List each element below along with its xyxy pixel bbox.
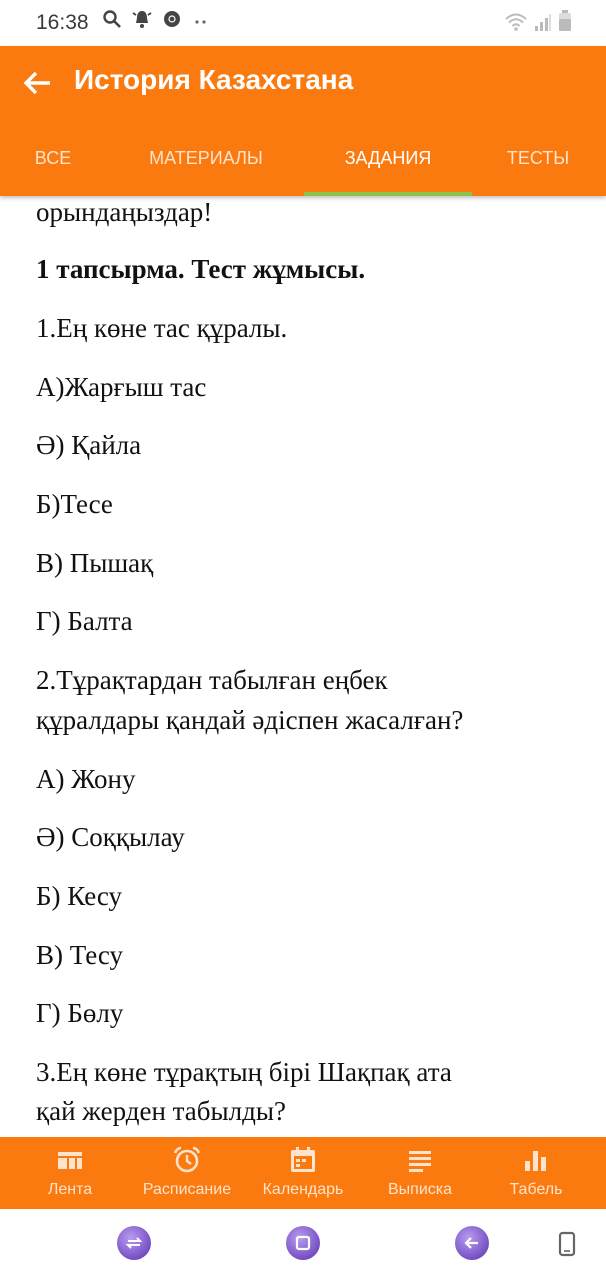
back-button[interactable] (455, 1226, 489, 1260)
home-icon (293, 1233, 313, 1253)
app-title: История Казахстана (74, 64, 354, 95)
signal-icon (534, 12, 552, 32)
more-dots-icon (191, 9, 211, 29)
nav-item-statement[interactable] (365, 1137, 475, 1209)
tab-materials[interactable]: МАТЕРИАЛЫ (149, 148, 263, 168)
answer-option: Ә) Соққылау (36, 822, 185, 852)
tab-bar (0, 134, 606, 196)
answer-option: В) Пышақ (36, 548, 154, 578)
status-time: 16:38 (36, 11, 89, 34)
question-text: құралдары қандай әдіспен жасалған? (36, 705, 464, 735)
tab-tests[interactable]: ТЕСТЫ (506, 148, 570, 168)
bar-chart-icon (521, 1145, 551, 1175)
calendar-icon (288, 1145, 318, 1175)
notification-icon (131, 9, 153, 29)
nav-label: Табель (509, 1181, 563, 1198)
status-bar (0, 0, 606, 46)
nav-item-report-card[interactable] (481, 1137, 591, 1209)
answer-option: А) Жону (36, 764, 136, 794)
app-bar (0, 46, 606, 196)
task-heading: 1 тапсырма. Тест жұмысы. (36, 254, 366, 284)
alarm-clock-icon (172, 1145, 202, 1175)
recent-apps-icon (124, 1233, 144, 1253)
question-text: 2.Тұрақтардан табылған еңбек (36, 665, 388, 695)
answer-option: В) Тесу (36, 940, 123, 970)
nav-label: Расписание (142, 1181, 232, 1198)
answer-option: Г) Балта (36, 606, 133, 636)
back-icon (462, 1233, 482, 1253)
tab-tasks[interactable]: ЗАДАНИЯ (344, 148, 432, 168)
nav-label: Выписка (387, 1181, 453, 1198)
system-nav-bar (0, 1209, 606, 1280)
home-button[interactable] (286, 1226, 320, 1260)
chrome-icon (162, 9, 182, 29)
back-arrow-icon[interactable] (20, 65, 56, 101)
text-line: орындаңыздар! (36, 197, 213, 227)
bottom-nav (0, 1137, 606, 1209)
answer-option: Ә) Қайла (36, 430, 142, 460)
feed-icon (55, 1145, 85, 1175)
nav-label: Лента (47, 1181, 93, 1198)
answer-option: Г) Бөлу (36, 998, 124, 1028)
answer-option: А)Жарғыш тас (36, 372, 207, 402)
question-text: 1.Ең көне тас құралы. (36, 313, 288, 343)
recent-apps-button[interactable] (117, 1226, 151, 1260)
search-icon (102, 9, 122, 29)
answer-option: Б) Кесу (36, 881, 123, 911)
tab-all[interactable]: ВСЕ (34, 148, 72, 168)
task-content (0, 196, 606, 1136)
question-text: қай жерден табылды? (36, 1096, 286, 1126)
nav-label: Календарь (262, 1181, 344, 1198)
battery-icon (558, 10, 572, 32)
nav-item-calendar[interactable] (248, 1137, 358, 1209)
active-tab-indicator (304, 192, 472, 196)
wifi-icon (504, 12, 528, 32)
question-text: 3.Ең көне тұрақтың бірі Шақпақ ата (36, 1057, 452, 1087)
answer-option: Б)Тесе (36, 489, 113, 519)
nav-item-feed[interactable] (15, 1137, 125, 1209)
screen-rotate-icon[interactable] (557, 1231, 577, 1257)
list-icon (405, 1145, 435, 1175)
nav-item-schedule[interactable] (132, 1137, 242, 1209)
